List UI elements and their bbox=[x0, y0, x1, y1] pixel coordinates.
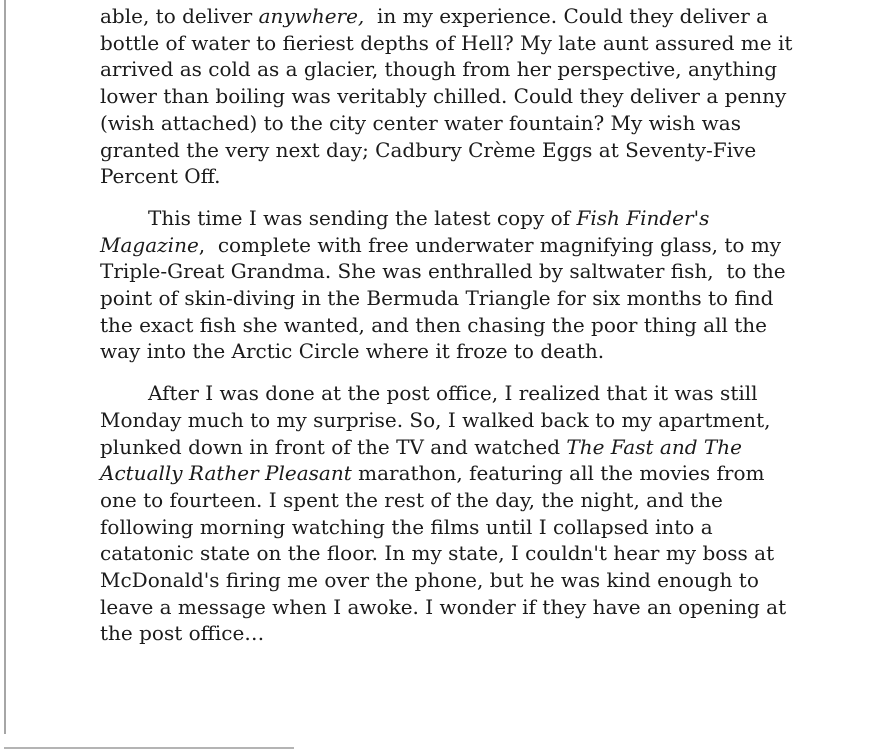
text-line bbox=[100, 434, 792, 461]
text-segment: After I was done at the post office, I realized that it was still bbox=[148, 381, 758, 406]
italic-text-segment: anywhere, bbox=[258, 4, 365, 28]
text-line bbox=[100, 594, 792, 621]
text-segment: able, to deliver bbox=[100, 4, 259, 28]
text-segment: in my experience. Could they deliver a bbox=[364, 4, 769, 28]
text-segment: following morning watching the films until I collapsed into a bbox=[100, 514, 713, 539]
text-line bbox=[100, 285, 792, 312]
text-line bbox=[100, 540, 792, 567]
italic-text-segment: The Fast and The bbox=[566, 434, 742, 459]
text-line bbox=[100, 380, 792, 407]
text-segment: point of skin-diving in the Bermuda Triangle for six months to find bbox=[100, 286, 774, 311]
text-line bbox=[100, 620, 792, 647]
italic-text-segment: Magazine bbox=[100, 232, 199, 257]
text-segment: , complete with free underwater magnifying glass, to my bbox=[198, 232, 782, 257]
text-line bbox=[100, 205, 792, 232]
text-segment: leave a message when I awoke. I wonder if they have an opening at bbox=[100, 594, 787, 619]
paragraph bbox=[100, 380, 792, 647]
text-line bbox=[100, 163, 792, 190]
text-segment: arrived as cold as a glacier, though from her perspective, anything bbox=[100, 57, 778, 82]
text-line bbox=[100, 258, 792, 285]
text-segment: Triple-Great Grandma. She was enthralled by saltwater fish, to the bbox=[100, 259, 786, 284]
text-line bbox=[100, 514, 792, 541]
text-segment: the exact fish she wanted, and then chasing the poor thing all the bbox=[100, 312, 768, 337]
text-segment: Percent Off. bbox=[100, 164, 221, 189]
text-line bbox=[100, 232, 792, 259]
text-segment: McDonald's firing me over the phone, but he was kind enough to bbox=[100, 568, 759, 593]
text-segment: lower than boiling was veritably chilled. Could they deliver a penny bbox=[100, 84, 787, 109]
text-segment: way into the Arctic Circle where it froze to death. bbox=[100, 339, 605, 364]
text-segment: This time I was sending the latest copy of bbox=[148, 205, 577, 230]
text-segment: catatonic state on the floor. In my state, I couldn't hear my boss at bbox=[100, 541, 775, 566]
text-segment: the post office… bbox=[100, 621, 265, 646]
page-bottom-edge-line bbox=[4, 747, 294, 749]
text-segment: one to fourteen. I spent the rest of the day, the night, and the bbox=[100, 487, 723, 512]
text-line bbox=[100, 487, 792, 514]
text-segment: granted the very next day; Cadbury Crème Eggs at Seventy-Five bbox=[100, 137, 757, 162]
text-line bbox=[100, 567, 792, 594]
text-line bbox=[100, 110, 792, 137]
text-line bbox=[100, 3, 792, 30]
text-line bbox=[100, 338, 792, 365]
text-segment: plunked down in front of the TV and watched bbox=[100, 434, 567, 459]
paragraph bbox=[100, 3, 792, 190]
text-segment: marathon, featuring all the movies from bbox=[351, 461, 765, 486]
paragraph bbox=[100, 205, 792, 365]
text-line bbox=[100, 56, 792, 83]
text-line bbox=[100, 137, 792, 164]
text-line bbox=[100, 460, 792, 487]
italic-text-segment: Actually Rather Pleasant bbox=[100, 461, 352, 486]
text-line bbox=[100, 30, 792, 57]
italic-text-segment: Fish Finder's bbox=[576, 205, 710, 230]
page-left-edge-line bbox=[4, 0, 6, 734]
text-line bbox=[100, 83, 792, 110]
text-line bbox=[100, 312, 792, 339]
text-segment: (wish attached) to the city center water fountain? My wish was bbox=[100, 110, 741, 135]
text-segment: Monday much to my surprise. So, I walked back to my apartment, bbox=[100, 407, 771, 432]
document-text-area[interactable] bbox=[100, 3, 792, 662]
text-line bbox=[100, 407, 792, 434]
text-segment: bottle of water to fieriest depths of Hell? My late aunt assured me it bbox=[100, 30, 793, 55]
